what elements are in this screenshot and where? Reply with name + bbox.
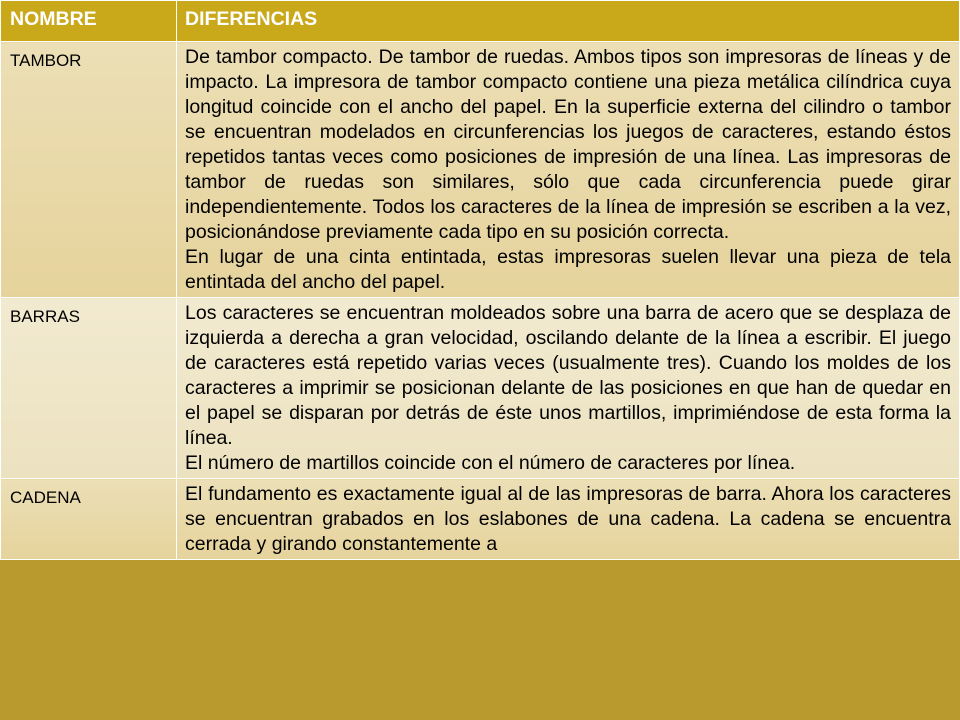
- row-name-cell: BARRAS: [1, 298, 177, 479]
- table-row: [1, 298, 960, 479]
- row-name-cell: CADENA: [1, 479, 177, 560]
- row-description-cell: [177, 298, 960, 479]
- description-paragraph: El número de martillos coincide con el número de caracteres por línea.: [185, 452, 796, 474]
- row-description-cell: [177, 42, 960, 298]
- description-paragraph: Los caracteres se encuentran moldeados sobre una barra de acero que se desplaza de izquierda a derecha a gran velocidad, oscilando delante de la línea a escribir. El juego de caracteres está repetido varias veces (usualmente tres). Cuando los moldes de los caracteres a imprimir se posicionan delante de las posiciones en que han de quedar en el papel se disparan por detrás de éste unos martillos, imprimiéndose de esta forma la línea.: [185, 302, 951, 449]
- description-paragraph: El fundamento es exactamente igual al de las impresoras de barra. Ahora los caracteres se encuentran grabados en los eslabones de una cadena. La cadena se encuentra cerrada y girando constantemente a: [185, 483, 951, 555]
- table-header: [1, 1, 960, 42]
- description-paragraph: De tambor compacto. De tambor de ruedas. Ambos tipos son impresoras de líneas y de impacto. La impresora de tambor compacto contiene una pieza metálica cilíndrica cuya longitud coincide con el ancho del papel. En la superficie externa del cilindro o tambor se encuentran modelados en circunferencias los juegos de caracteres, estando éstos repetidos tantas veces como posiciones de impresión de una línea. Las impresoras de tambor de ruedas son similares, sólo que cada circunferencia puede girar independientemente. Todos los caracteres de la línea de impresión se escriben a la vez, posicionándose previamente cada tipo en su posición correcta.: [185, 46, 951, 243]
- description-paragraph: En lugar de una cinta entintada, estas impresoras suelen llevar una pieza de tela entintada del ancho del papel.: [185, 246, 951, 293]
- row-description-cell: [177, 479, 960, 560]
- table-row: [1, 479, 960, 560]
- table-row: [1, 42, 960, 298]
- table-body: [1, 42, 960, 560]
- header-nombre: NOMBRE: [1, 1, 177, 42]
- header-row: [1, 1, 960, 42]
- header-diferencias: DIFERENCIAS: [177, 1, 960, 42]
- row-name-cell: TAMBOR: [1, 42, 177, 298]
